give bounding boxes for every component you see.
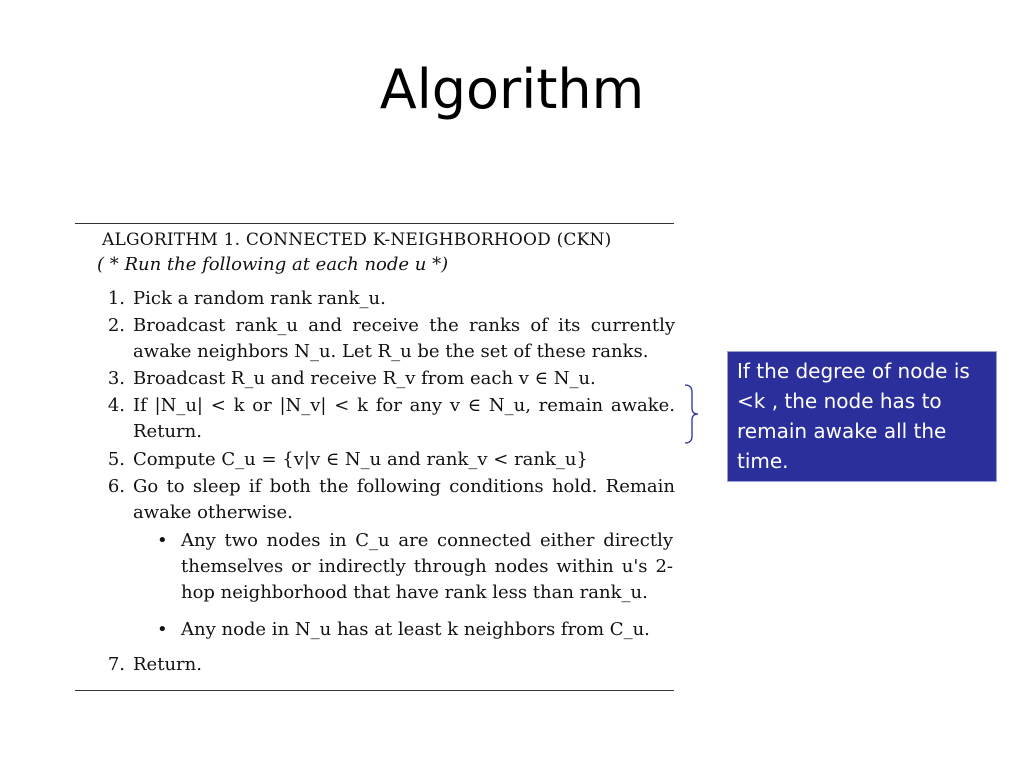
step-7 xyxy=(103,652,675,678)
step-number: 5. xyxy=(107,449,125,470)
bullet-1 xyxy=(157,528,673,606)
step-number: 4. xyxy=(107,395,125,416)
step-2 xyxy=(103,313,675,365)
step-number: 2. xyxy=(107,315,125,336)
bullet-text: Any two nodes in C_u are connected either directly themselves or indirectly through nodes within u's 2-hop neighborhood that have rank less than rank_u. xyxy=(181,530,673,603)
step-text: Go to sleep if both the following conditions hold. Remain awake otherwise. xyxy=(133,476,675,523)
algorithm-box xyxy=(75,223,674,691)
step-3 xyxy=(103,366,675,392)
callout-box: If the degree of node is <k , the node has to remain awake all the time. xyxy=(727,351,997,482)
bullet-dot-icon: • xyxy=(157,619,168,640)
step-5 xyxy=(103,447,675,473)
slide-title: Algorithm xyxy=(379,58,645,121)
algorithm-name: CONNECTED K-NEIGHBORHOOD (CKN) xyxy=(245,230,612,250)
step-text: If |N_u| < k or |N_v| < k for any v ∈ N_u, remain awake. Return. xyxy=(133,395,675,442)
brace-icon xyxy=(684,384,700,444)
algorithm-subheading: ( * Run the following at each node u *) xyxy=(97,254,449,275)
bullet-2 xyxy=(157,617,673,643)
step-number: 1. xyxy=(107,288,125,309)
bullet-dot-icon: • xyxy=(157,530,168,551)
step-text: Broadcast rank_u and receive the ranks of its currently awake neighbors N_u. Let R_u be the set of these ranks. xyxy=(133,315,675,362)
step-text: Pick a random rank rank_u. xyxy=(133,288,386,309)
step-1 xyxy=(103,286,675,312)
step-6 xyxy=(103,474,675,526)
step-number: 6. xyxy=(107,476,125,497)
algorithm-heading xyxy=(102,230,611,250)
step-text: Broadcast R_u and receive R_v from each v ∈ N_u. xyxy=(133,368,596,389)
step-text: Return. xyxy=(133,654,202,675)
algorithm-number: ALGORITHM 1. xyxy=(102,230,241,250)
step-number: 3. xyxy=(107,368,125,389)
step-text: Compute C_u = {v|v ∈ N_u and rank_v < rank_u} xyxy=(133,449,588,470)
step-4 xyxy=(103,393,675,445)
bullet-text: Any node in N_u has at least k neighbors from C_u. xyxy=(181,619,650,640)
step-number: 7. xyxy=(107,654,125,675)
